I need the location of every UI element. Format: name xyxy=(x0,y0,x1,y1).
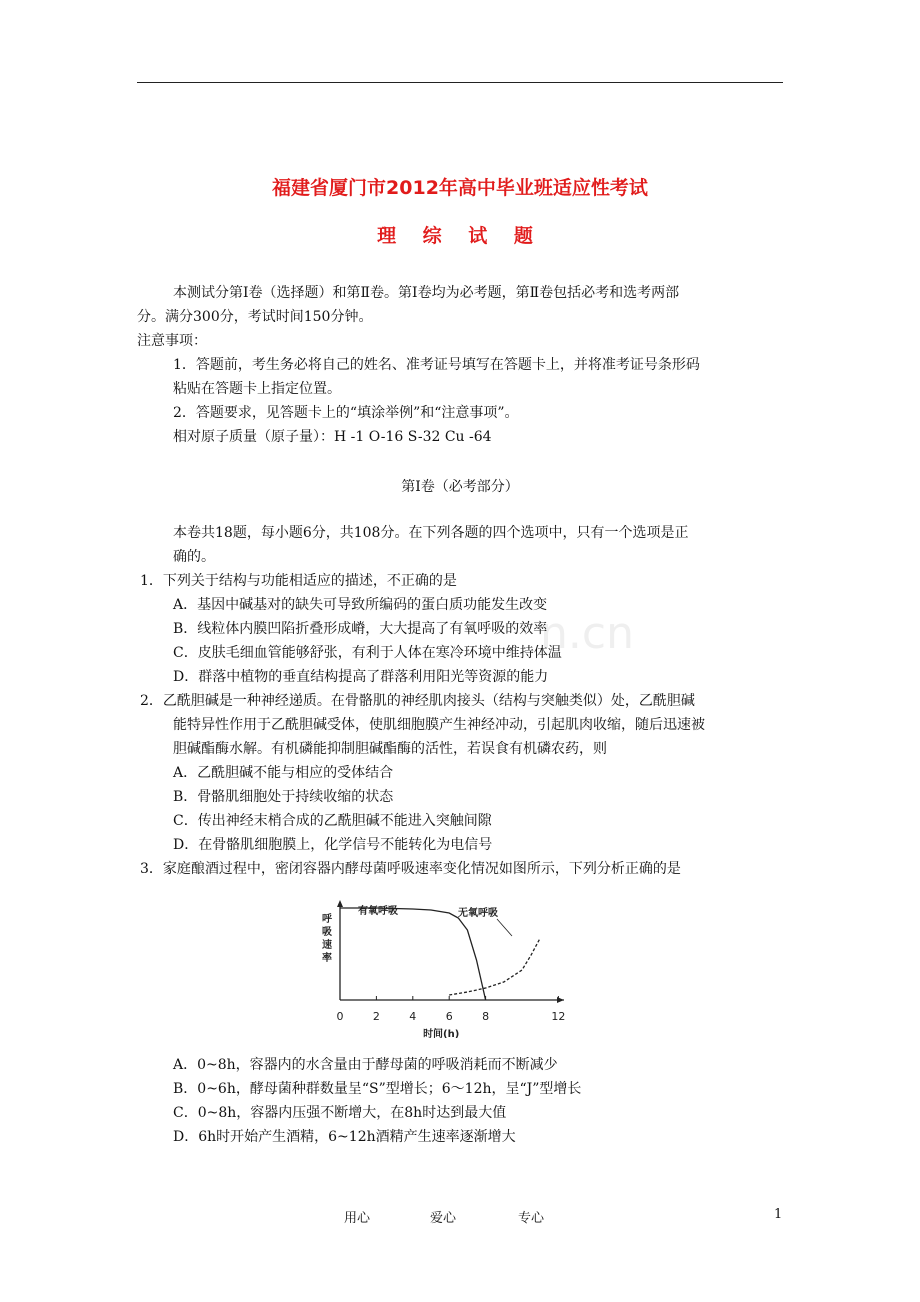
watermark: n.cn xyxy=(540,608,634,659)
option-c: C．0~8h，容器内压强不断增大，在8h时达到最大值 xyxy=(173,1105,507,1121)
y-axis-label: 速 xyxy=(322,940,332,951)
option-b: B．0~6h，酵母菌种群数量呈“S”型增长；6～12h，呈“J”型增长 xyxy=(173,1081,582,1097)
question-stem: 3．家庭酿酒过程中，密闭容器内酵母菌呼吸速率变化情况如图所示，下列分析正确的是 xyxy=(140,861,681,877)
intro-line: 分。满分300分，考试时间150分钟。 xyxy=(137,309,373,325)
y-axis-label: 呼 xyxy=(322,914,332,925)
y-axis-label: 率 xyxy=(322,953,332,964)
option-c: C．传出神经末梢合成的乙酰胆碱不能进入突触间隙 xyxy=(173,813,492,829)
option-d: D．群落中植物的垂直结构提高了群落利用阳光等资源的能力 xyxy=(173,669,549,685)
x-tick-label: 6 xyxy=(445,1010,453,1023)
header-rule xyxy=(137,82,783,83)
x-tick-label: 12 xyxy=(551,1010,566,1023)
option-a: A．基因中碱基对的缺失可导致所编码的蛋白质功能发生改变 xyxy=(173,597,548,613)
notes-heading: 注意事项： xyxy=(137,333,207,349)
question-stem: 1．下列关于结构与功能相适应的描述，不正确的是 xyxy=(140,573,457,589)
footer-text: 爱心 xyxy=(430,1211,457,1226)
page-number: 1 xyxy=(774,1207,783,1222)
section-desc: 确的。 xyxy=(173,549,215,565)
question-stem: 能特异性作用于乙酰胆碱受体，使肌细胞膜产生神经冲动，引起肌肉收缩，随后迅速被 xyxy=(173,717,705,733)
question-stem: 2．乙酰胆碱是一种神经递质。在骨骼肌的神经肌肉接头（结构与突触类似）处，乙酰胆碱 xyxy=(140,693,695,709)
y-axis-label: 吸 xyxy=(322,927,332,938)
note-item: 2．答题要求，见答题卡上的“填涂举例”和“注意事项”。 xyxy=(173,405,519,421)
note-item: 粘贴在答题卡上指定位置。 xyxy=(173,381,341,397)
x-tick-label: 2 xyxy=(372,1010,380,1023)
option-d: D．在骨骼肌细胞膜上，化学信号不能转化为电信号 xyxy=(173,837,493,853)
x-tick-label: 8 xyxy=(482,1010,490,1023)
question-stem: 胆碱酯酶水解。有机磷能抑制胆碱酯酶的活性，若误食有机磷农药，则 xyxy=(173,741,607,757)
section-title: 第Ⅰ卷（必考部分） xyxy=(401,479,519,495)
aerobic-series-line xyxy=(340,908,486,1000)
section-desc: 本卷共18题，每小题6分，共108分。在下列各题的四个选项中，只有一个选项是正 xyxy=(173,525,689,541)
intro-line: 本测试分第Ⅰ卷（选择题）和第Ⅱ卷。第Ⅰ卷均为必考题，第Ⅱ卷包括必考和选考两部 xyxy=(173,285,680,301)
footer-text: 用心 xyxy=(344,1211,371,1226)
x-tick-label: 0 xyxy=(336,1010,344,1023)
y-axis-arrow xyxy=(337,900,343,907)
option-b: B．线粒体内膜凹陷折叠形成嵴，大大提高了有氧呼吸的效率 xyxy=(173,621,548,637)
series-label: 无氧呼吸 xyxy=(458,908,498,919)
option-a: A．0~8h，容器内的水含量由于酵母菌的呼吸消耗而不断减少 xyxy=(173,1057,558,1073)
page-subtitle: 理 综 试 题 xyxy=(377,225,543,247)
label-leader xyxy=(497,919,512,936)
footer-text: 专心 xyxy=(518,1211,545,1226)
x-axis-label: 时间(h) xyxy=(423,1029,460,1038)
option-c: C．皮肤毛细血管能够舒张，有利于人体在寒冷环境中维持体温 xyxy=(173,645,562,661)
option-d: D．6h时开始产生酒精，6~12h酒精产生速率逐渐增大 xyxy=(173,1129,516,1145)
option-a: A．乙酰胆碱不能与相应的受体结合 xyxy=(173,765,394,781)
series-label: 有氧呼吸 xyxy=(358,906,398,917)
note-item: 1．答题前，考生务必将自己的姓名、准考证号填写在答题卡上，并将准考证号条形码 xyxy=(173,357,700,373)
x-tick-label: 4 xyxy=(409,1010,417,1023)
anaerobic-series-line xyxy=(449,938,540,995)
atomic-masses: 相对原子质量（原子量）：H -1 O-16 S-32 Cu -64 xyxy=(173,429,492,445)
respiration-chart xyxy=(318,896,572,1038)
page-title: 福建省厦门市2012年高中毕业班适应性考试 xyxy=(272,177,648,199)
option-b: B．骨骼肌细胞处于持续收缩的状态 xyxy=(173,789,394,805)
